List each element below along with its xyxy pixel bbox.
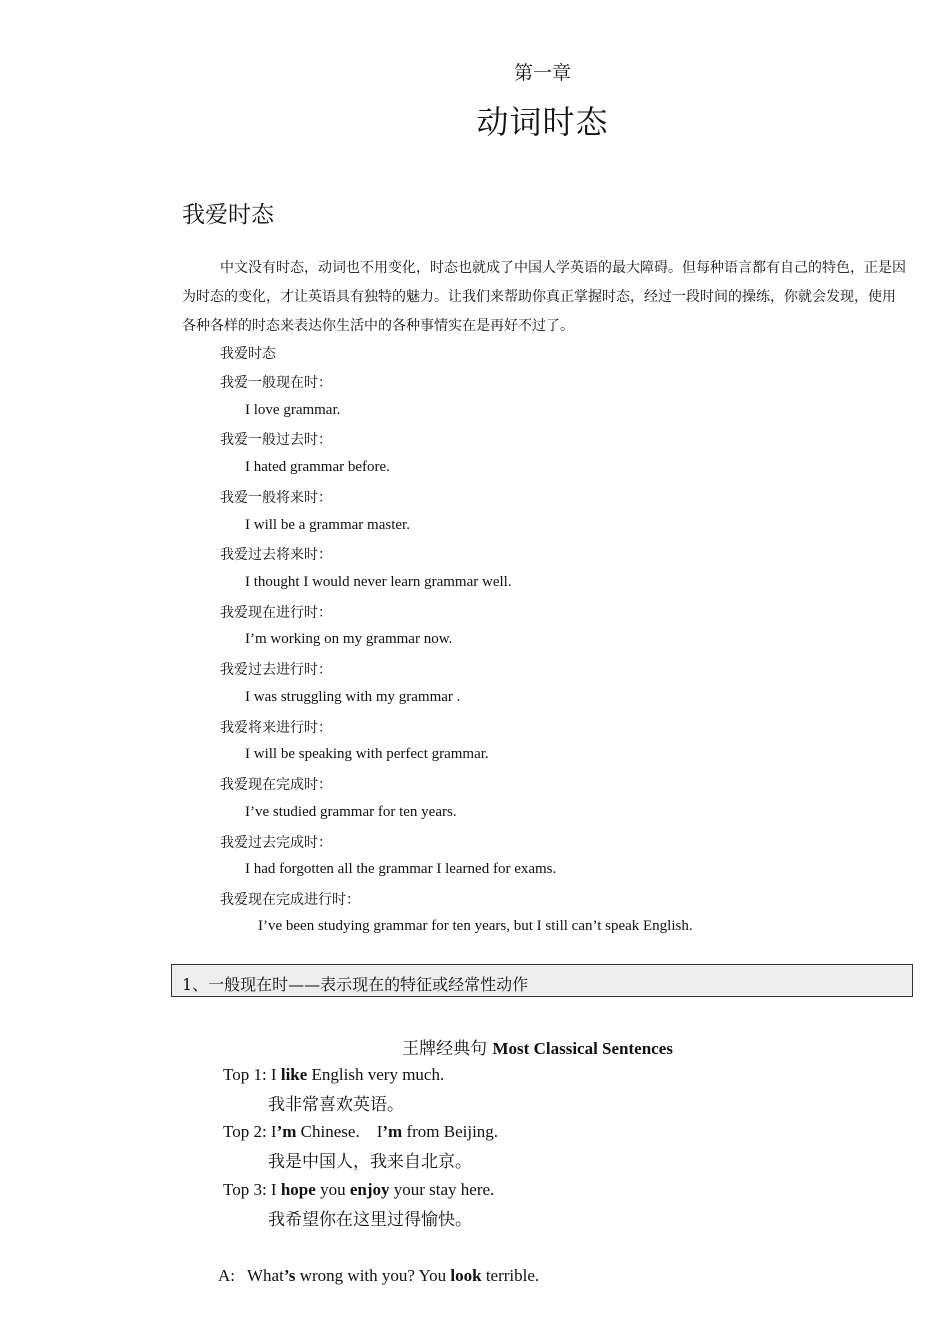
tense-example: I’ve studied grammar for ten years. bbox=[245, 804, 457, 820]
top-sentence-1-translation: 我非常喜欢英语。 bbox=[268, 1095, 404, 1115]
section-box bbox=[171, 964, 913, 997]
tense-example: I love grammar. bbox=[245, 402, 341, 418]
dialog-line: A: What’s wrong with you? You look terrible. bbox=[218, 1266, 540, 1285]
tense-label: 我爱将来进行时： bbox=[220, 720, 332, 736]
section-heading: 我爱时态 bbox=[182, 202, 274, 228]
classical-heading bbox=[0, 1034, 950, 1059]
tense-example: I’ve been studying grammar for ten years, but I still can’t speak English. bbox=[258, 918, 693, 934]
tense-label: 我爱现在完成时： bbox=[220, 777, 332, 793]
tense-example: I’m working on my grammar now. bbox=[245, 631, 453, 647]
tense-example: I thought I would never learn grammar well. bbox=[245, 574, 512, 590]
top-sentence-1: Top 1: I like English very much. bbox=[223, 1065, 445, 1084]
tense-label: 我爱一般将来时： bbox=[220, 490, 332, 506]
tense-example: I hated grammar before. bbox=[245, 459, 390, 475]
tense-label: 我爱过去完成时： bbox=[220, 835, 332, 851]
tense-label: 我爱一般现在时： bbox=[220, 375, 332, 391]
tense-example: I will be speaking with perfect grammar. bbox=[245, 746, 489, 762]
tense-label: 我爱现在进行时： bbox=[220, 605, 332, 621]
tense-example: I was struggling with my grammar . bbox=[245, 689, 461, 705]
chapter-label: 第一章 bbox=[513, 62, 571, 84]
chapter-title: 动词时态 bbox=[476, 103, 609, 141]
tense-list-title: 我爱时态 bbox=[220, 346, 276, 362]
tense-label: 我爱一般过去时： bbox=[220, 432, 332, 448]
tense-label: 我爱现在完成进行时： bbox=[220, 892, 360, 908]
top-sentence-2-translation: 我是中国人，我来自北京。 bbox=[268, 1152, 472, 1172]
intro-paragraph: 中文没有时态，动词也不用变化，时态也就成了中国人学英语的最大障碍。但每种语言都有自己的特色，正是因为时态的变化，才让英语具有独特的魅力。让我们来帮助你真正掌握时态，经过一段时间的操练，你就会发现，使用各种各样的时态来表达你生活中的各种事情实在是再好不过了。 bbox=[182, 260, 906, 334]
tense-example: I will be a grammar master. bbox=[245, 517, 410, 533]
top-sentence-2: Top 2: I’m Chinese. I’m from Beijing. bbox=[223, 1122, 499, 1141]
classical-heading-cn: 王牌经典句 bbox=[402, 1039, 488, 1059]
top-sentence-3-translation: 我希望你在这里过得愉快。 bbox=[268, 1210, 472, 1230]
tense-label: 我爱过去进行时： bbox=[220, 662, 332, 678]
section-box-title: 1、一般现在时——表示现在的特征或经常性动作 bbox=[182, 975, 529, 994]
top-sentence-3: Top 3: I hope you enjoy your stay here. bbox=[223, 1180, 495, 1199]
dialog-speaker: A: bbox=[218, 1266, 235, 1285]
tense-label: 我爱过去将来时： bbox=[220, 547, 332, 563]
classical-heading-en: Most Classical Sentences bbox=[492, 1039, 673, 1058]
tense-example: I had forgotten all the grammar I learned for exams. bbox=[245, 861, 557, 877]
